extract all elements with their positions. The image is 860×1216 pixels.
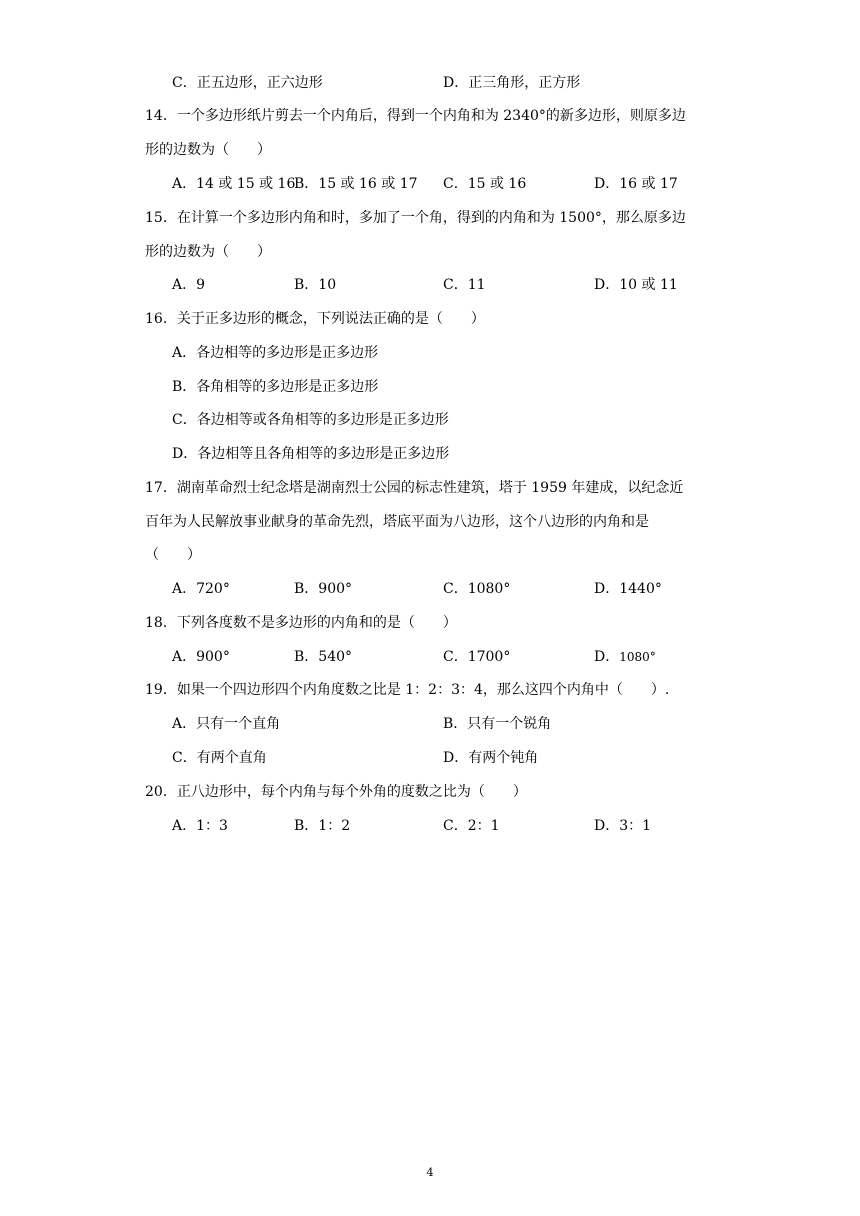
option-a: A．720°	[172, 581, 230, 597]
option-c: C．有两个直角	[172, 750, 267, 766]
option-c: C．15 或 16	[443, 176, 527, 192]
option-c: C．各边相等或各角相等的多边形是正多边形	[172, 412, 449, 428]
option-d: D．3：1	[594, 818, 652, 834]
option-a: A．14 或 15 或 16	[172, 176, 296, 192]
question-text-line: 16．关于正多边形的概念，下列说法正确的是（ ）	[145, 311, 485, 327]
option-a: A．只有一个直角	[172, 716, 281, 732]
option-d-label: D．	[594, 649, 620, 665]
question-text-line: 形的边数为（ ）	[145, 244, 271, 260]
option-d: D．16 或 17	[594, 176, 678, 192]
question-text-line: 17．湖南革命烈士纪念塔是湖南烈士公园的标志性建筑，塔于 1959 年建成，以纪念近	[145, 480, 684, 496]
question-text-line: 形的边数为（ ）	[145, 142, 271, 158]
option-d: D．各边相等且各角相等的多边形是正多边形	[172, 446, 450, 462]
option-b: B．各角相等的多边形是正多边形	[172, 379, 379, 395]
option-a: A．1：3	[172, 818, 228, 834]
question-text-line: 15．在计算一个多边形内角和时，多加了一个角，得到的内角和为 1500°，那么原多边	[145, 210, 686, 226]
option-c: C．1080°	[443, 581, 511, 597]
option-b: B．只有一个锐角	[443, 716, 552, 732]
option-d: D．1440°	[594, 581, 662, 597]
option-b: B．1：2	[294, 818, 351, 834]
question-text-line: 18．下列各度数不是多边形的内角和的是（ ）	[145, 615, 457, 631]
question-text-line: （ ）	[145, 547, 201, 563]
option-a: A．各边相等的多边形是正多边形	[172, 345, 379, 361]
option-c: C．正五边形，正六边形	[172, 75, 323, 91]
question-text-line: 14．一个多边形纸片剪去一个内角后，得到一个内角和为 2340°的新多边形，则原多边	[145, 108, 686, 124]
option-c: C．11	[443, 277, 486, 293]
option-a: A．900°	[172, 649, 230, 665]
option-b: B．15 或 16 或 17	[294, 176, 418, 192]
option-d: D．10 或 11	[594, 277, 678, 293]
page-number: 4	[426, 1166, 434, 1179]
option-b: B．540°	[294, 649, 353, 665]
question-text-line: 20．正八边形中，每个内角与每个外角的度数之比为（ ）	[145, 784, 527, 800]
option-d	[594, 647, 656, 667]
option-c: C．2：1	[443, 818, 500, 834]
option-d-value: 1080°	[619, 650, 656, 664]
option-b: B．10	[294, 277, 337, 293]
option-d: D．有两个钝角	[443, 750, 539, 766]
option-c: C．1700°	[443, 649, 511, 665]
option-a: A．9	[172, 277, 206, 293]
question-text-line: 19．如果一个四边形四个内角度数之比是 1：2：3：4，那么这四个内角中（ ）.	[145, 682, 670, 698]
option-b: B．900°	[294, 581, 353, 597]
question-text-line: 百年为人民解放事业献身的革命先烈，塔底平面为八边形，这个八边形的内角和是	[145, 514, 649, 530]
option-d: D．正三角形，正方形	[443, 75, 581, 91]
